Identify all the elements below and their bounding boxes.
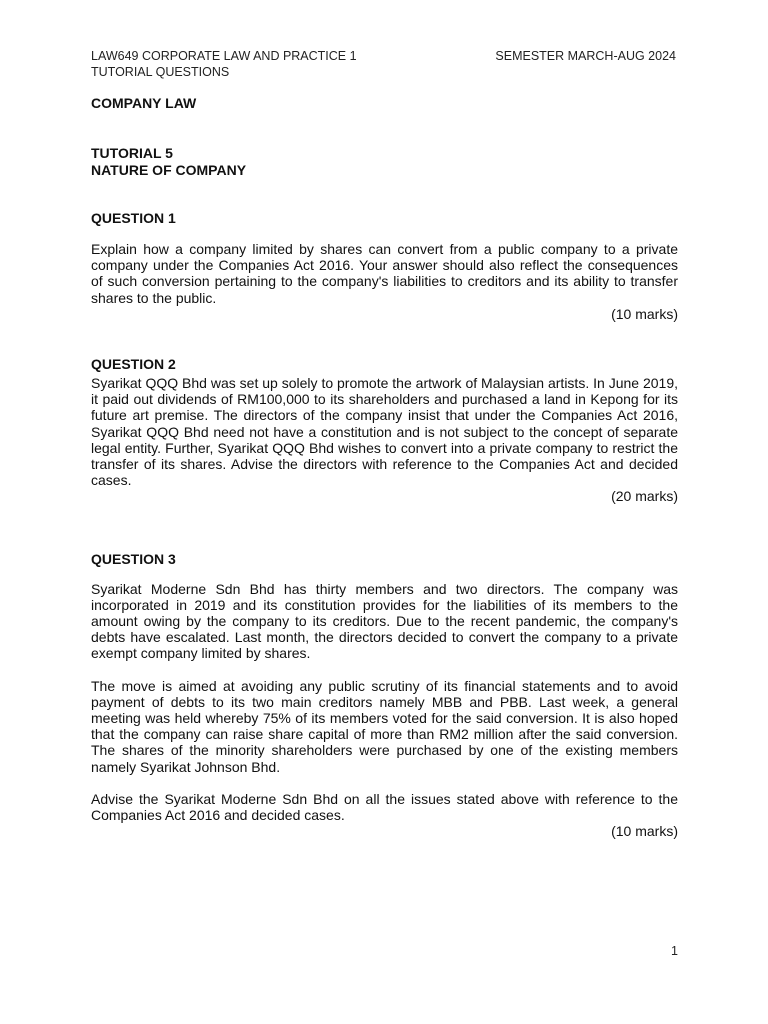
document-title: COMPANY LAW <box>91 95 197 111</box>
document-body <box>91 95 678 839</box>
question-3-marks: (10 marks) <box>611 823 678 840</box>
question-1-marks: (10 marks) <box>611 305 678 322</box>
question-2-marks: (20 marks) <box>611 488 678 505</box>
course-title: LAW649 CORPORATE LAW AND PRACTICE 1 <box>91 49 357 63</box>
page-header-right <box>495 48 676 64</box>
tutorial-number: TUTORIAL 5 <box>91 145 173 161</box>
page-header-left <box>91 48 357 80</box>
page-number: 1 <box>671 944 678 958</box>
semester-label: SEMESTER MARCH-AUG 2024 <box>495 49 676 63</box>
question-3-text-2: The move is aimed at avoiding any public scrutiny of its financial statements and to avoid payment of debts to its two main creditors namely MBB and PBB. Last week, a general meeting was held whereby 75% of its members voted for the said conversion. It is also hoped that the company can raise share capital of more than RM2 million after the said conversion. The shares of the minority shareholders were purchased by one of the existing members namely Syarikat Johnson Bhd. <box>91 677 678 775</box>
course-subtitle: TUTORIAL QUESTIONS <box>91 65 230 79</box>
question-1-text: Explain how a company limited by shares can convert from a public company to a private company under the Companies Act 2016. Your answer should also reflect the consequences of such conversion pertaining to the company's liabilities to creditors and its ability to transfer shares to the public. <box>91 241 678 306</box>
question-3-heading: QUESTION 3 <box>91 550 176 567</box>
question-3-text-1: Syarikat Moderne Sdn Bhd has thirty members and two directors. The company was incorporated in 2019 and its constitution provides for the liabilities of its members to the amount owing by the company to its creditors. Due to the recent pandemic, the company's debts have escalated. Last month, the directors decided to convert the company to a private exempt company limited by shares. <box>91 580 678 662</box>
question-3-text-3: Advise the Syarikat Moderne Sdn Bhd on all the issues stated above with reference to the Companies Act 2016 and decided cases. <box>91 790 678 824</box>
question-2-heading: QUESTION 2 <box>91 356 176 373</box>
question-2-text: Syarikat QQQ Bhd was set up solely to promote the artwork of Malaysian artists. In June 2019, it paid out dividends of RM100,000 to its shareholders and purchased a land in Kepong for its future art premise. The directors of the company insist that under the Companies Act 2016, Syarikat QQQ Bhd need not have a constitution and is not subject to the concept of separate legal entity. Further, Syarikat QQQ Bhd wishes to convert into a private company to restrict the transfer of its shares. Advise the directors with reference to the Companies Act and decided cases. <box>91 375 678 489</box>
question-1-heading: QUESTION 1 <box>91 210 176 226</box>
tutorial-topic: NATURE OF COMPANY <box>91 162 247 178</box>
